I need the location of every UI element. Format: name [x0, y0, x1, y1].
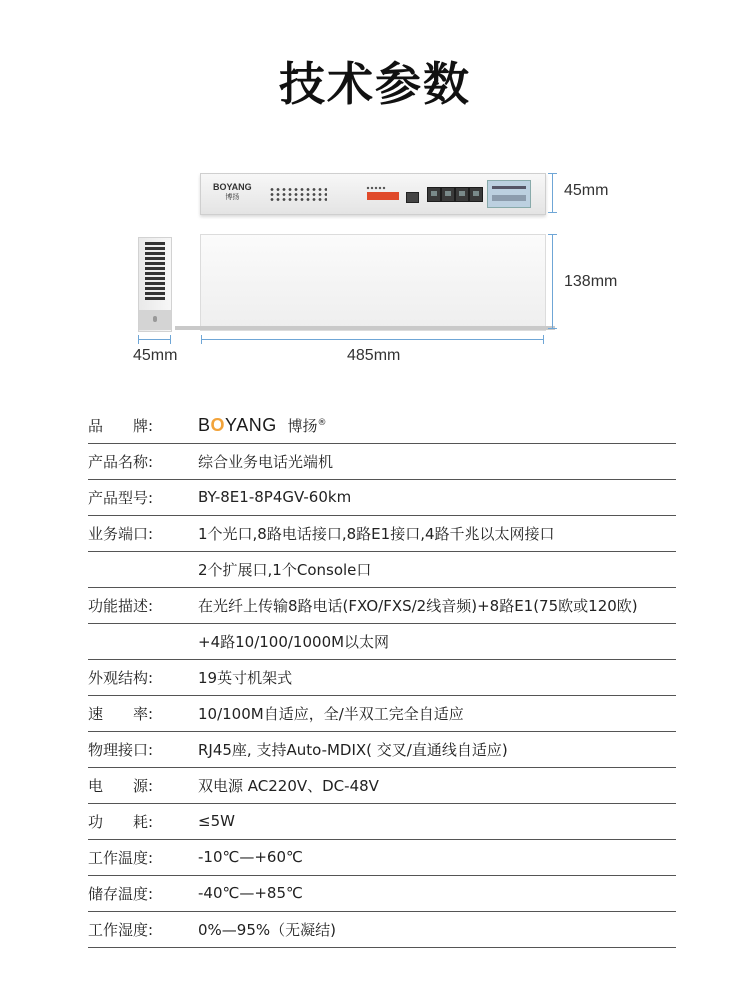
spec-key: 工作湿度: [88, 920, 154, 939]
product-label-sticker [487, 180, 531, 208]
spec-row [88, 515, 676, 552]
dimension-label-depth: 138mm [564, 273, 618, 290]
spec-row [88, 659, 676, 696]
spec-value: RJ45座, 支持Auto-MDIX( 交叉/直通线自适应) [198, 740, 508, 759]
device-logo: BOYANG 博扬 [213, 182, 252, 201]
spec-key: 电 源: [88, 776, 154, 795]
device-base-shadow [175, 326, 555, 330]
spec-key: 功 耗: [88, 812, 154, 831]
dimension-label-side-width: 45mm [133, 347, 178, 364]
dip-switch [367, 192, 399, 200]
spec-key: 外观结构: [88, 668, 154, 687]
dimension-tick [548, 234, 557, 235]
device-top-view-image [200, 234, 546, 331]
spec-key: 储存温度: [88, 884, 154, 903]
spec-key: 工作温度: [88, 848, 154, 867]
spec-row [88, 479, 676, 516]
spec-value: 综合业务电话光端机 [198, 452, 334, 471]
dimension-label-width: 485mm [347, 347, 401, 364]
spec-row [88, 803, 676, 840]
spec-key: 业务端口: [88, 524, 154, 543]
spec-value: 0%—95%（无凝结) [198, 920, 336, 939]
dimension-label-front-height: 45mm [564, 182, 609, 199]
rack-bracket [139, 310, 171, 330]
spec-row [88, 839, 676, 876]
dimension-line-width [201, 339, 544, 340]
spec-row [88, 695, 676, 732]
spec-key: 速 率: [88, 704, 154, 723]
page-title: 技术参数 [279, 57, 471, 111]
dimension-tick [548, 328, 557, 329]
spec-value: 1个光口,8路电话接口,8路E1接口,4路千兆以太网接口 [198, 524, 555, 543]
spec-row [88, 551, 676, 588]
dimension-tick [138, 335, 139, 344]
spec-value: -40℃—+85℃ [198, 884, 303, 902]
spec-row [88, 587, 676, 624]
spec-key: 物理接口: [88, 740, 154, 759]
spec-value: -10℃—+60℃ [198, 848, 303, 866]
dimension-tick [548, 173, 557, 174]
dimension-tick [201, 335, 202, 344]
dimension-line-depth [552, 234, 553, 329]
device-side-view-image [138, 237, 172, 332]
status-leds [366, 186, 386, 190]
spec-key: 功能描述: [88, 596, 154, 615]
spec-row [88, 731, 676, 768]
led-indicators [269, 187, 327, 203]
spec-row [88, 875, 676, 912]
ethernet-port [427, 187, 441, 202]
dimension-tick [548, 212, 557, 213]
dimension-line-front-height [552, 173, 553, 213]
spec-value: ≤5W [198, 812, 235, 830]
spec-key: 品 牌: [88, 416, 154, 435]
dimension-tick [170, 335, 171, 344]
dimension-line-side-width [138, 339, 171, 340]
ethernet-port [455, 187, 469, 202]
device-front-panel-image [200, 173, 546, 215]
spec-key: 产品型号: [88, 488, 154, 507]
spec-value: 双电源 AC220V、DC-48V [198, 776, 379, 795]
spec-value: 19英寸机架式 [198, 668, 293, 687]
vent-grille [145, 242, 165, 300]
spec-value: BY-8E1-8P4GV-60km [198, 488, 352, 506]
ethernet-port [441, 187, 455, 202]
spec-row-brand [88, 407, 676, 444]
spec-row [88, 443, 676, 480]
console-port [406, 192, 419, 203]
spec-key: 产品名称: [88, 452, 154, 471]
spec-row [88, 767, 676, 804]
brand-logo: BOYANG 博扬® [198, 414, 327, 435]
spec-value: +4路10/100/1000M以太网 [198, 632, 390, 651]
ethernet-port [469, 187, 483, 202]
spec-row [88, 911, 676, 948]
spec-value: 10/100M自适应，全/半双工完全自适应 [198, 704, 464, 723]
spec-value: 2个扩展口,1个Console口 [198, 560, 372, 579]
dimension-tick [543, 335, 544, 344]
spec-value: 在光纤上传输8路电话(FXO/FXS/2线音频)+8路E1(75欧或120欧) [198, 596, 638, 615]
spec-row [88, 623, 676, 660]
